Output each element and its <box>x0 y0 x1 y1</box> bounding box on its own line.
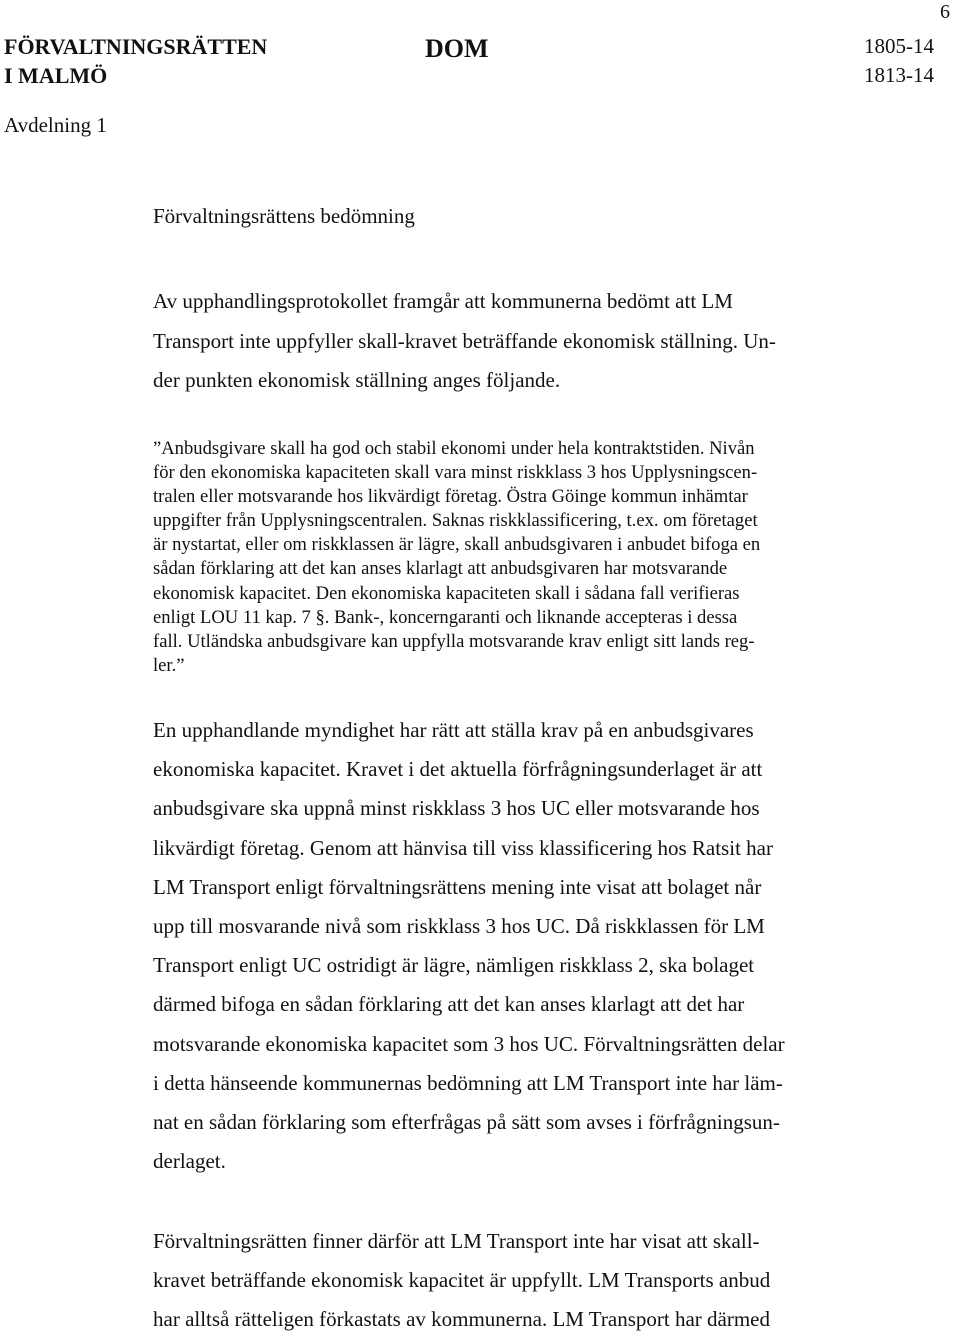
case-number-2: 1813-14 <box>864 63 934 87</box>
paragraph-line: upp till mosvarande nivå som riskklass 3 hos UC. Då riskklassen för LM <box>153 914 765 939</box>
paragraph-line: Av upphandlingsprotokollet framgår att kommunerna bedömt att LM <box>153 289 733 313</box>
paragraph-line: nat en sådan förklaring som efterfrågas på sätt som avses i förfrågningsun- <box>153 1110 780 1135</box>
paragraph-line: LM Transport enligt förvaltningsrättens mening inte visat att bolaget når <box>153 874 762 899</box>
division-label: Avdelning 1 <box>4 113 107 137</box>
document-type: DOM <box>425 34 489 63</box>
paragraph-line: i detta hänseende kommunernas bedömning att LM Transport inte har läm- <box>153 1070 783 1095</box>
case-number-1: 1805-14 <box>864 34 934 58</box>
paragraph-protocol <box>153 282 776 401</box>
quote-line: ”Anbudsgivare skall ha god och stabil ekonomi under hela kontraktstiden. Nivån <box>153 438 755 459</box>
paragraph-line: kravet beträffande ekonomisk kapacitet är uppfyllt. LM Transports anbud <box>153 1268 771 1292</box>
paragraph-conclusion <box>153 1222 770 1339</box>
court-name-line-1: FÖRVALTNINGSRÄTTEN <box>4 34 268 59</box>
paragraph-line: Transport inte uppfyller skall-kravet beträffande ekonomisk ställning. Un- <box>153 328 776 353</box>
paragraph-line: ekonomiska kapacitet. Kravet i det aktuella förfrågningsunderlaget är att <box>153 757 763 782</box>
section-heading: Förvaltningsrättens bedömning <box>153 204 415 228</box>
court-name <box>4 32 267 90</box>
quote-line: tralen eller motsvarande hos likvärdigt företag. Östra Göinge kommun inhämtar <box>153 486 748 508</box>
paragraph-line: därmed bifoga en sådan förklaring att det kan anses klarlagt att det har <box>153 992 745 1017</box>
quote-line: uppgifter från Upplysningscentralen. Saknas riskklassificering, t.ex. om företaget <box>153 510 758 532</box>
quote-line: ekonomisk kapacitet. Den ekonomiska kapaciteten skall i sådana fall verifieras <box>153 582 740 604</box>
court-name-line-2: I MALMÖ <box>4 63 108 88</box>
paragraph-line: anbudsgivare ska uppnå minst riskklass 3 hos UC eller motsvarande hos <box>153 796 760 821</box>
quote-line: sådan förklaring att det kan anses klarlagt att anbudsgivaren har motsvarande <box>153 558 728 580</box>
paragraph-line: En upphandlande myndighet har rätt att ställa krav på en anbudsgivares <box>153 718 754 742</box>
paragraph-line: Transport enligt UC ostridigt är lägre, nämligen riskklass 2, ska bolaget <box>153 953 755 978</box>
page-number: 6 <box>940 1 950 23</box>
block-quote <box>153 437 760 678</box>
paragraph-line: Förvaltningsrätten finner därför att LM Transport inte har visat att skall- <box>153 1229 760 1253</box>
paragraph-line: der punkten ekonomisk ställning anges följande. <box>153 368 561 392</box>
paragraph-line: motsvarande ekonomiska kapacitet som 3 hos UC. Förvaltningsrätten delar <box>153 1031 785 1056</box>
quote-line: fall. Utländska anbudsgivare kan uppfylla motsvarande krav enligt sitt lands reg- <box>153 630 755 652</box>
paragraph-assessment <box>153 711 785 1181</box>
quote-line: ler.” <box>153 654 185 676</box>
paragraph-line: har alltså rätteligen förkastats av kommunerna. LM Transport har därmed <box>153 1307 770 1331</box>
paragraph-line: likvärdigt företag. Genom att hänvisa till viss klassificering hos Ratsit har <box>153 835 773 860</box>
quote-line: för den ekonomiska kapaciteten skall vara minst riskklass 3 hos Upplysningscen- <box>153 462 758 484</box>
case-numbers <box>864 32 934 90</box>
quote-line: är nystartat, eller om riskklassen är lägre, skall anbudsgivaren i anbudet bifoga en <box>153 534 761 556</box>
paragraph-line: derlaget. <box>153 1149 226 1174</box>
quote-line: enligt LOU 11 kap. 7 §. Bank-, koncerngaranti och liknande accepteras i dessa <box>153 606 738 628</box>
